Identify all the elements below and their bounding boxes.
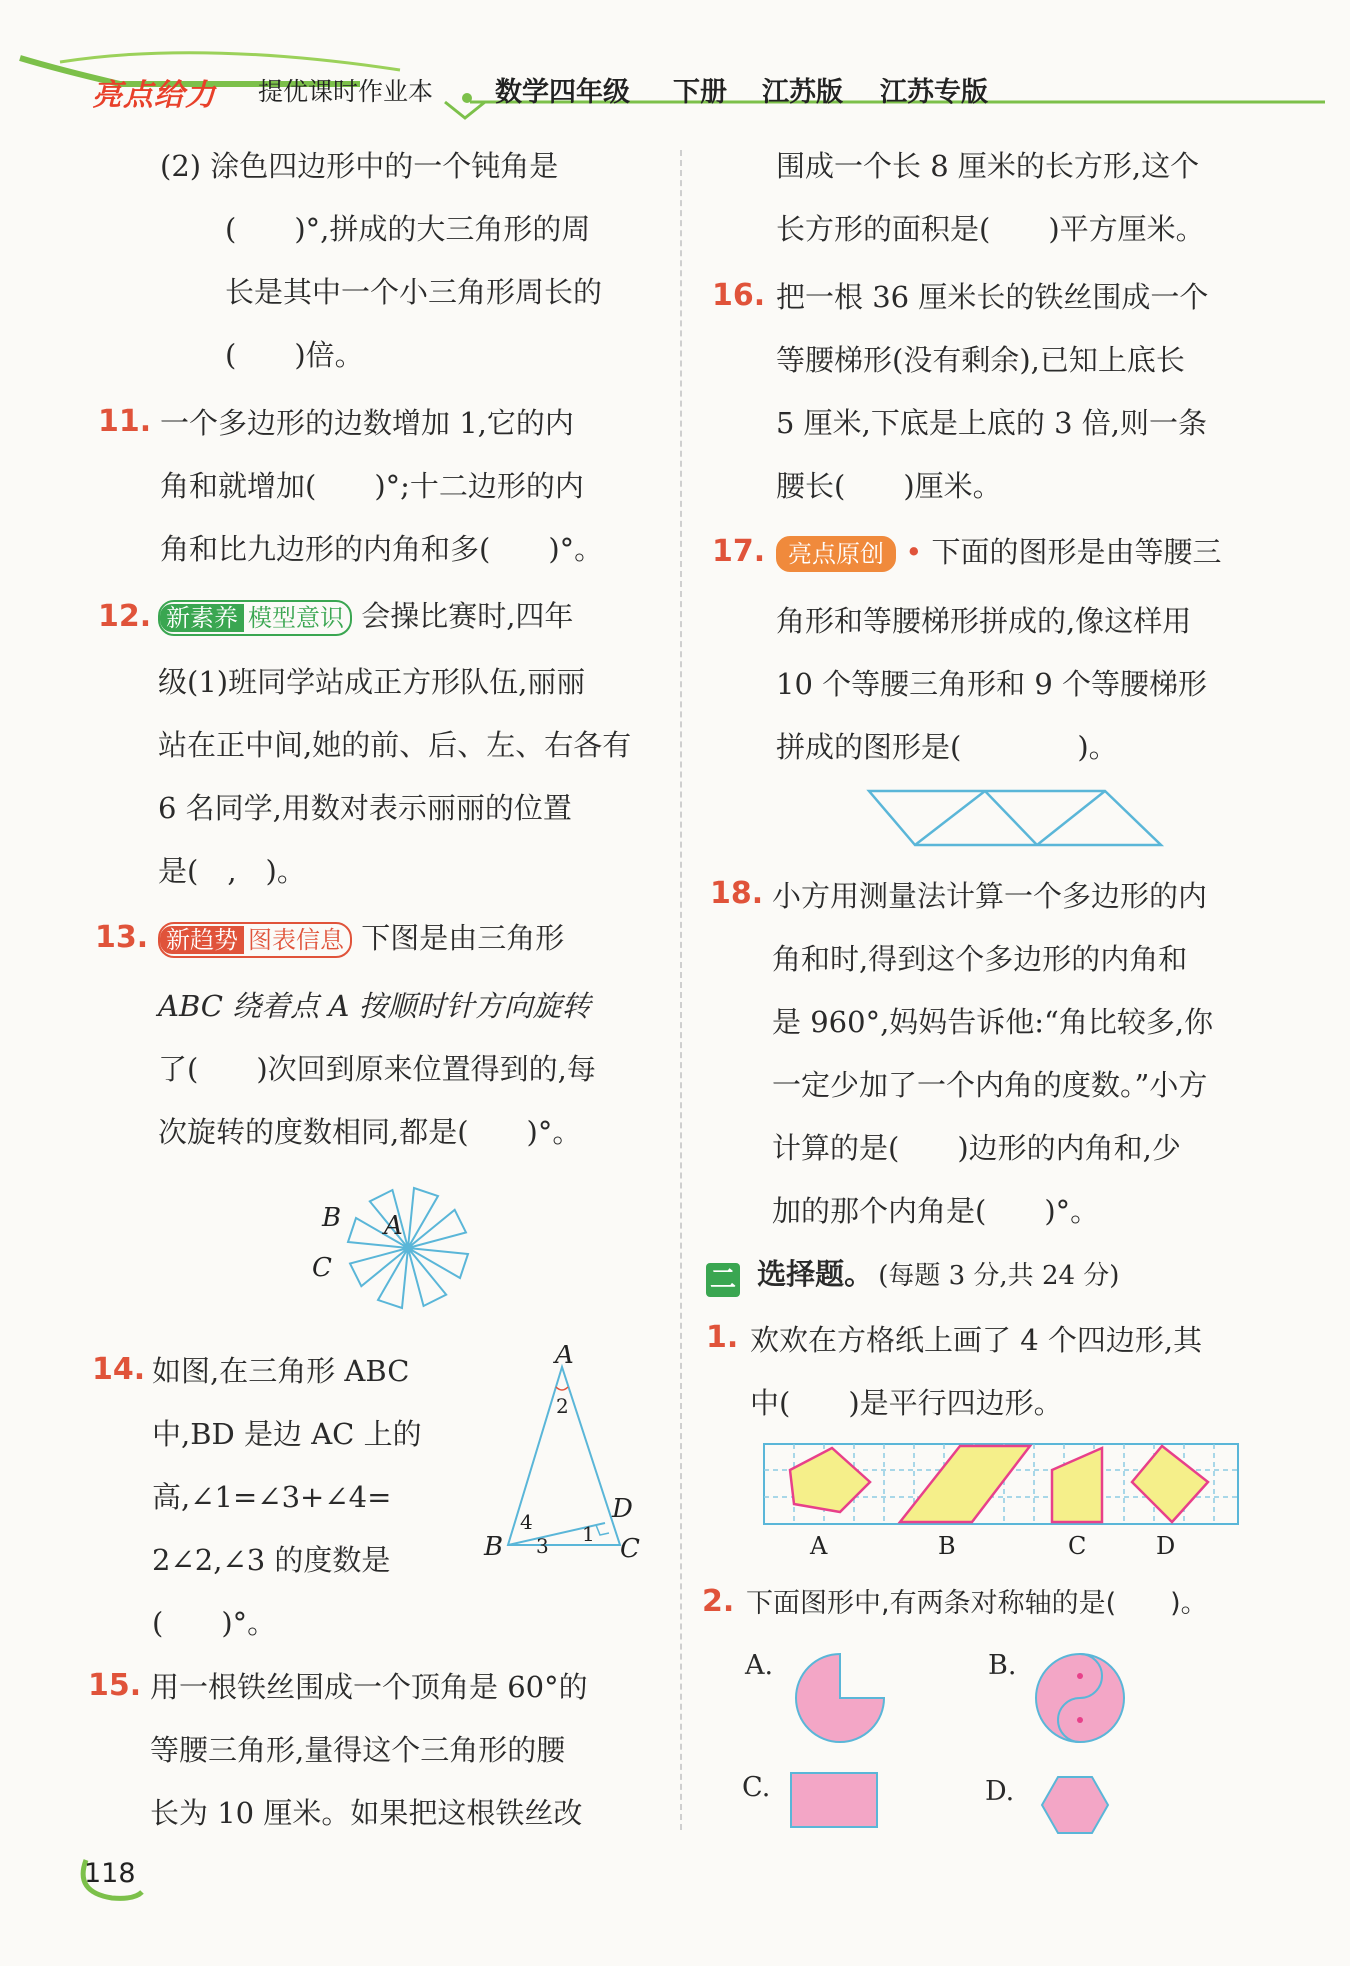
section-2-title: 选择题。 [757, 1257, 874, 1291]
c1-option-b: B [938, 1532, 956, 1560]
q12-tag [158, 600, 352, 636]
q15-cont-line1: 围成一个长 8 厘米的长方形,这个 [776, 149, 1200, 183]
q17-line4: 拼成的图形是( )。 [776, 730, 1118, 764]
column-divider [680, 150, 682, 1830]
q16-line4: 腰长( )厘米。 [776, 469, 1002, 503]
q17-tag-dot: • [905, 535, 923, 569]
brand-logo: 亮点给力 [92, 78, 216, 113]
header-edition: 江苏版 [762, 77, 843, 108]
c2-option-c-label: C. [742, 1772, 771, 1803]
q13-line4: 次旋转的度数相同,都是( )°。 [158, 1115, 582, 1149]
c2-option-d-label: D. [985, 1776, 1015, 1807]
q18-line5: 计算的是( )边形的内角和,少 [772, 1131, 1181, 1165]
q14-line4: 2∠2,∠3 的度数是 [152, 1543, 391, 1577]
brand-subtitle: 提优课时作业本 [258, 77, 434, 106]
q13-label-c: C [312, 1253, 332, 1283]
q18-line3: 是 960°,妈妈告诉他:“角比较多,你 [772, 1005, 1214, 1039]
q13-number: 13. [95, 920, 149, 955]
c2-option-d-shape [1040, 1774, 1110, 1838]
section-2-note: (每题 3 分,共 24 分) [878, 1261, 1120, 1291]
q12-first: 会操比赛时,四年 [361, 599, 574, 633]
q14-label-d: D [612, 1494, 633, 1524]
q17-number: 17. [712, 534, 766, 569]
page-number: 118 [84, 1858, 136, 1889]
c1-option-a: A [810, 1532, 828, 1560]
c1-line1: 欢欢在方格纸上画了 4 个四边形,其 [750, 1323, 1203, 1357]
c2-option-a-label: A. [745, 1650, 774, 1681]
q14-line1: 如图,在三角形 ABC [152, 1354, 410, 1388]
shape-d [1132, 1446, 1208, 1522]
c2-question: 下面图形中,有两条对称轴的是( )。 [746, 1588, 1208, 1619]
q18-line4: 一定少加了一个内角的度数。”小方 [772, 1068, 1208, 1102]
q14-label-b: B [484, 1532, 504, 1562]
q15-line1: 用一根铁丝围成一个顶角是 60°的 [150, 1670, 588, 1704]
section-2-heading [706, 1252, 1119, 1297]
c1-line2: 中( )是平行四边形。 [750, 1386, 1063, 1420]
q12-line1 [158, 598, 573, 636]
c1-number: 1. [706, 1320, 739, 1355]
q13-pinwheel-figure [300, 1170, 500, 1330]
q12-number: 12. [98, 599, 152, 634]
q12-tag-topic: 模型意识 [248, 604, 344, 632]
q18-line2: 角和时,得到这个多边形的内角和 [772, 942, 1188, 976]
q14-angle-2: 2 [556, 1394, 569, 1418]
q14-line3: 高,∠1=∠3+∠4= [152, 1480, 392, 1514]
q15-line3: 长为 10 厘米。如果把这根铁丝改 [150, 1796, 583, 1830]
header-volume: 下册 [673, 77, 727, 108]
q16-line2: 等腰梯形(没有剩余),已知上底长 [776, 343, 1185, 377]
q18-line1: 小方用测量法计算一个多边形的内 [772, 879, 1208, 913]
c1-option-c: C [1068, 1532, 1087, 1560]
header-special: 江苏专版 [880, 77, 988, 108]
q11-number: 11. [98, 404, 152, 439]
q17-first: 下面的图形是由等腰三 [931, 535, 1222, 569]
q10-2-line2: ( )°,拼成的大三角形的周 [225, 212, 591, 246]
q12-line2: 级(1)班同学站成正方形队伍,丽丽 [158, 665, 586, 699]
q14-triangle-figure [470, 1345, 650, 1570]
c2-option-b-label: B. [988, 1650, 1017, 1681]
q17-line2: 角形和等腰梯形拼成的,像这样用 [776, 604, 1192, 638]
q15-line2: 等腰三角形,量得这个三角形的腰 [150, 1733, 566, 1767]
shape-a [790, 1448, 870, 1512]
c2-option-b-shape [1030, 1648, 1130, 1748]
section-2-icon: 二 [706, 1263, 740, 1297]
q15-cont-line2: 长方形的面积是( )平方厘米。 [776, 212, 1205, 246]
q13-label-a: A [384, 1211, 403, 1241]
q13-line2: ABC 绕着点 A 按顺时针方向旋转 [158, 989, 591, 1023]
q17-tag: 亮点原创 [776, 536, 896, 572]
shape-b [900, 1446, 1030, 1522]
c2-number: 2. [702, 1584, 735, 1619]
q16-number: 16. [712, 278, 766, 313]
q13-tag-topic: 图表信息 [248, 926, 344, 954]
q17-strip-figure [865, 785, 1170, 851]
q12-line3: 站在正中间,她的前、后、左、右各有 [158, 728, 632, 762]
q10-2-line1: (2) 涂色四边形中的一个钝角是 [160, 149, 559, 183]
q10-2-line4: ( )倍。 [225, 338, 364, 372]
q17-line1 [776, 534, 1222, 572]
q14-label-a: A [555, 1345, 574, 1370]
q13-tag-label: 新趋势 [160, 926, 244, 954]
header-subject: 数学四年级 [495, 77, 630, 108]
q13-line1 [158, 920, 564, 958]
c2-option-c-shape [788, 1770, 884, 1832]
q11-line2: 角和就增加( )°;十二边形的内 [160, 469, 584, 503]
q14-angle-3: 3 [536, 1534, 549, 1558]
q16-line1: 把一根 36 厘米长的铁丝围成一个 [776, 280, 1209, 314]
q11-line1: 一个多边形的边数增加 1,它的内 [160, 406, 574, 440]
q14-angle-4: 4 [520, 1510, 533, 1534]
q12-line4: 6 名同学,用数对表示丽丽的位置 [158, 791, 572, 825]
q13-first: 下图是由三角形 [361, 921, 565, 955]
q18-number: 18. [710, 876, 764, 911]
q12-tag-label: 新素养 [160, 604, 244, 632]
q11-line3: 角和比九边形的内角和多( )°。 [160, 532, 604, 566]
q14-line5: ( )°。 [152, 1606, 277, 1640]
c1-grid-figure [762, 1442, 1242, 1560]
q12-line5: 是( , )。 [158, 854, 306, 888]
q14-label-c: C [620, 1534, 640, 1564]
q13-tag [158, 922, 352, 958]
q16-line3: 5 厘米,下底是上底的 3 倍,则一条 [776, 406, 1207, 440]
q17-line3: 10 个等腰三角形和 9 个等腰梯形 [776, 667, 1208, 701]
q10-2-line3: 长是其中一个小三角形周长的 [225, 275, 603, 309]
c1-option-d: D [1156, 1532, 1176, 1560]
shape-c [1052, 1448, 1102, 1522]
q15-number: 15. [88, 1668, 142, 1703]
q13-line3: 了( )次回到原来位置得到的,每 [158, 1052, 596, 1086]
q14-angle-1: 1 [582, 1522, 595, 1546]
c2-option-a-shape [790, 1648, 890, 1748]
q14-number: 14. [92, 1352, 146, 1387]
q14-line2: 中,BD 是边 AC 上的 [152, 1417, 422, 1451]
q18-line6: 加的那个内角是( )°。 [772, 1194, 1100, 1228]
q13-label-b: B [322, 1203, 342, 1233]
